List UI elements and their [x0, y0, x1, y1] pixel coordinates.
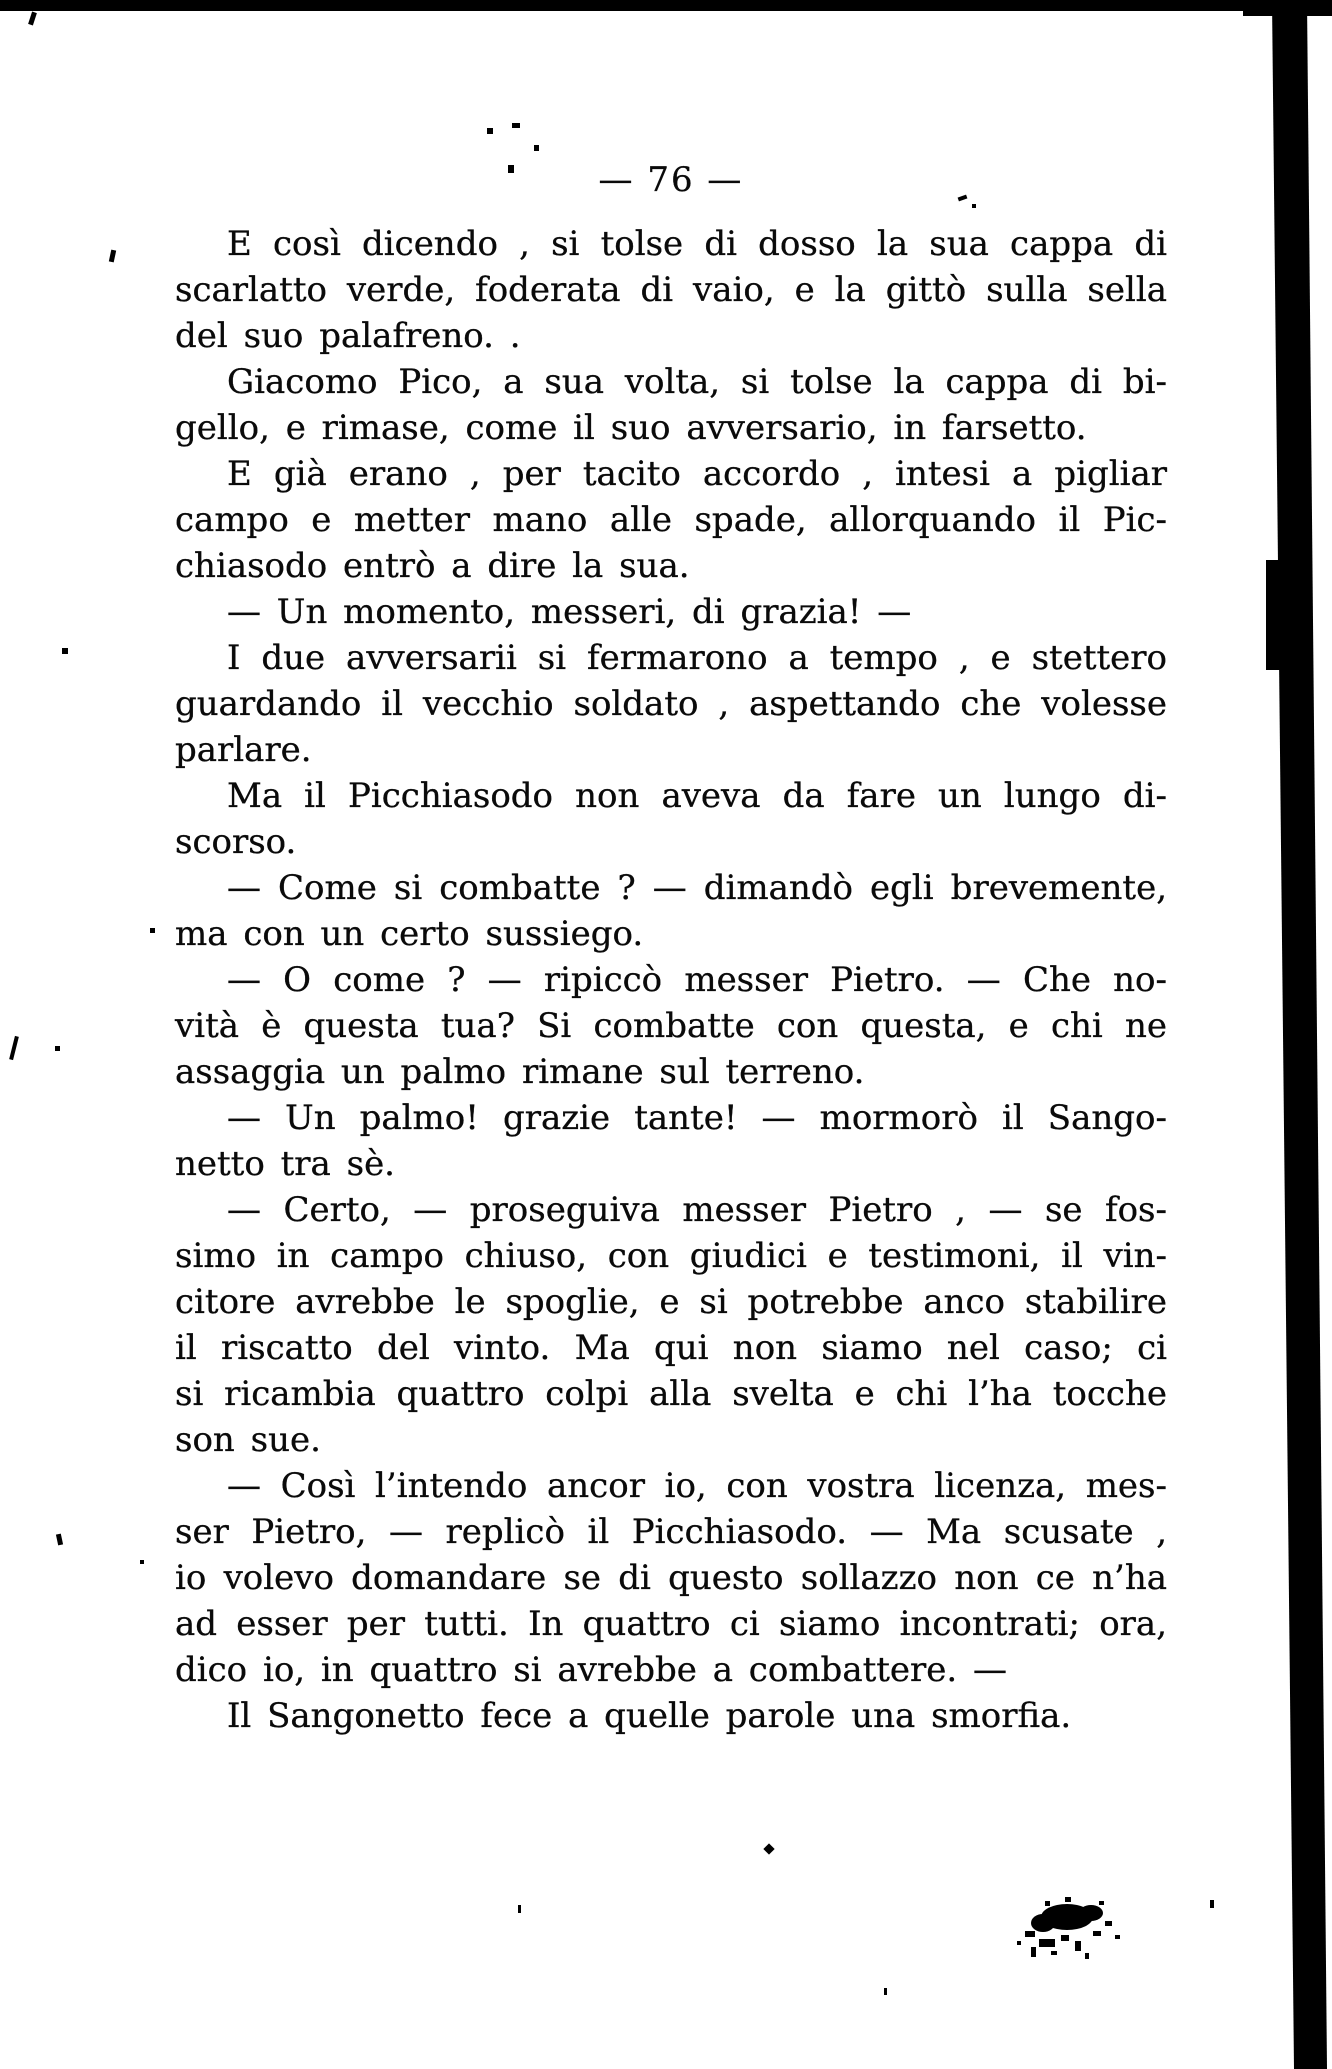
text-line: guardando il vecchio soldato , aspettando che volesse — [175, 684, 1167, 724]
ink-speck — [62, 648, 68, 654]
text-line: ma con un certo sussiego. — [175, 914, 644, 954]
text-line: simo in campo chiuso, con giudici e testimoni, il vin- — [175, 1236, 1167, 1276]
text-line: io volevo domandare se di questo sollazzo non ce n’ha — [175, 1558, 1167, 1598]
text-line: E già erano , per tacito accordo , intesi a pigliar — [227, 454, 1167, 494]
paragraph — [175, 1095, 1167, 1187]
right-edge-shadow — [1272, 0, 1327, 2069]
text-line: ser Pietro, — replicò il Picchiasodo. — Ma scusate , — [175, 1512, 1167, 1552]
text-line: dico io, in quattro si avrebbe a combattere. — — [175, 1650, 1008, 1690]
ink-speck — [884, 1988, 887, 1995]
paragraph — [175, 1187, 1167, 1463]
text-line: campo e metter mano alle spade, allorquando il Pic- — [175, 500, 1167, 540]
text-line: si ricambia quattro colpi alla svelta e chi l’ha tocche — [175, 1374, 1167, 1414]
ink-speck — [56, 1534, 63, 1546]
paragraph — [175, 359, 1167, 451]
ink-speck — [534, 145, 539, 151]
ink-speck — [518, 1905, 521, 1913]
text-line: son sue. — [175, 1420, 321, 1460]
text-line: chiasodo entrò a dire la sua. — [175, 546, 690, 586]
ink-speck — [109, 250, 116, 263]
text-line: il riscatto del vinto. Ma qui non siamo nel caso; ci — [175, 1328, 1167, 1368]
ink-speck — [487, 128, 493, 134]
text-line: ad esser per tutti. In quattro ci siamo incontrati; ora, — [175, 1604, 1167, 1644]
right-edge-bump — [1266, 560, 1280, 670]
text-line: Ma il Picchiasodo non aveva da fare un lungo di- — [227, 776, 1167, 816]
text-line: — Certo, — proseguiva messer Pietro , — se fos- — [227, 1190, 1167, 1230]
text-line: — Come si combatte ? — dimandò egli brevemente, — [227, 868, 1167, 908]
text-line: scorso. — [175, 822, 297, 862]
ink-speck — [55, 1046, 60, 1051]
text-line: citore avrebbe le spoglie, e si potrebbe anco stabilire — [175, 1282, 1167, 1322]
paragraph — [175, 1693, 1167, 1739]
paragraph — [175, 773, 1167, 865]
paragraph — [175, 221, 1167, 359]
top-right-corner-shadow — [1243, 0, 1332, 16]
ink-speck — [140, 1560, 144, 1564]
text-line: assaggia un palmo rimane sul terreno. — [175, 1052, 865, 1092]
page-number-header: — 76 — — [598, 160, 744, 200]
text-line: — Così l’intendo ancor io, con vostra licenza, mes- — [227, 1466, 1167, 1506]
paragraph — [175, 865, 1167, 957]
paragraph — [175, 1463, 1167, 1693]
ink-speck — [972, 204, 976, 208]
paragraph — [175, 589, 1167, 635]
ink-speck — [150, 928, 155, 933]
text-block — [175, 221, 1167, 1739]
paragraph — [175, 451, 1167, 589]
text-line: E così dicendo , si tolse di dosso la sua cappa di — [227, 224, 1167, 264]
text-line: gello, e rimase, come il suo avversario, in farsetto. — [175, 408, 1087, 448]
text-line: I due avversarii si fermarono a tempo , e stettero — [227, 638, 1167, 678]
ink-speck — [508, 165, 514, 173]
paragraph — [175, 635, 1167, 773]
top-edge-shadow — [0, 0, 1332, 11]
text-line: — Un palmo! grazie tante! — mormorò il Sango- — [227, 1098, 1167, 1138]
text-line: parlare. — [175, 730, 312, 770]
ink-speck — [763, 1843, 774, 1854]
ink-blot — [1005, 1895, 1145, 1985]
text-line: vità è questa tua? Si combatte con questa, e chi ne — [175, 1006, 1167, 1046]
text-line: Giacomo Pico, a sua volta, si tolse la cappa di bi- — [227, 362, 1167, 402]
ink-speck — [9, 1036, 19, 1060]
text-line: — O come ? — ripiccò messer Pietro. — Che no- — [227, 960, 1167, 1000]
text-line: del suo palafreno. . — [175, 316, 521, 356]
ink-speck — [28, 12, 37, 26]
text-line: netto tra sè. — [175, 1144, 395, 1184]
paragraph — [175, 957, 1167, 1095]
text-line: — Un momento, messeri, di grazia! — — [227, 592, 912, 632]
ink-speck — [512, 123, 520, 128]
text-line: Il Sangonetto fece a quelle parole una smorfia. — [227, 1696, 1072, 1736]
text-line: scarlatto verde, foderata di vaio, e la gittò sulla sella — [175, 270, 1167, 310]
ink-speck — [1210, 1900, 1214, 1908]
